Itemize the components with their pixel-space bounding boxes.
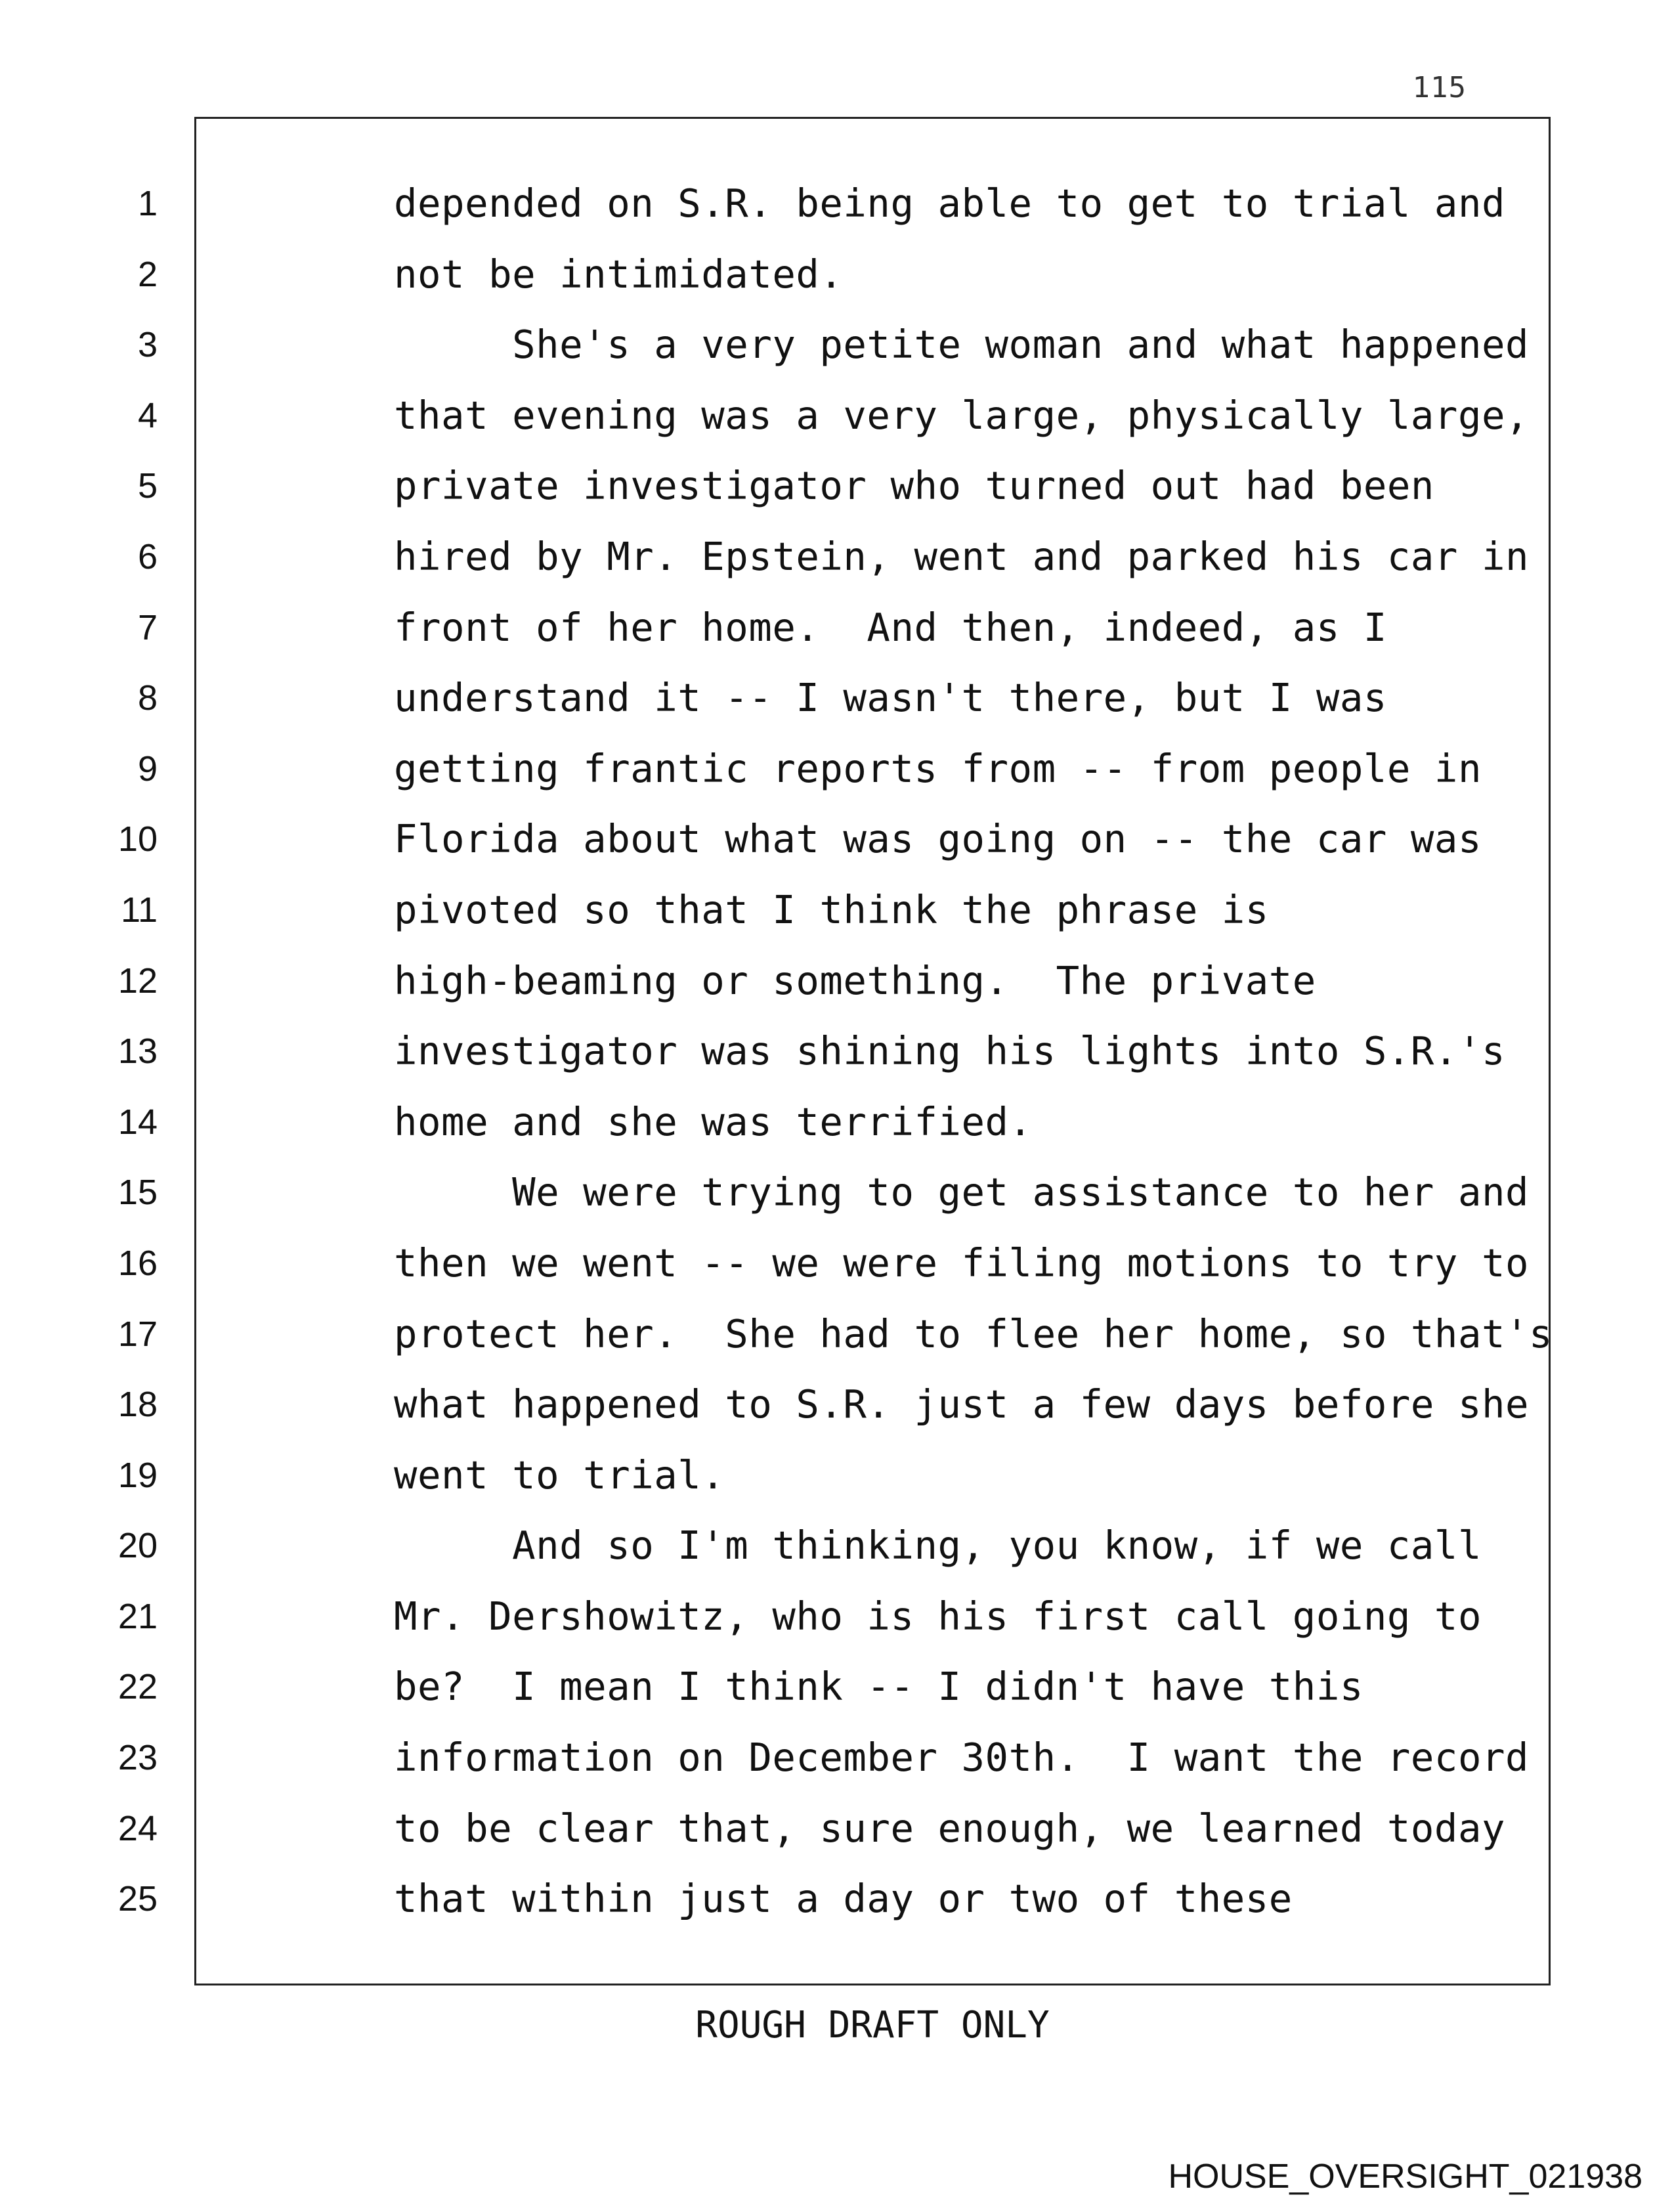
transcript-line: And so I'm thinking, you know, if we call [394,1523,1482,1569]
line-number: 21 [118,1596,158,1636]
line-number: 20 [118,1526,158,1566]
line-number: 4 [137,395,158,435]
transcript-line: Florida about what was going on -- the car was [394,816,1482,862]
line-number: 15 [118,1173,158,1213]
transcript-line: investigator was shining his lights into S.R.'s [394,1028,1505,1074]
transcript-line: pivoted so that I think the phrase is [394,886,1269,932]
transcript-line: Mr. Dershowitz, who is his first call going to [394,1593,1482,1639]
line-number: 13 [118,1031,158,1072]
line-number: 22 [118,1667,158,1707]
line-number: 8 [137,678,158,718]
transcript-line: went to trial. [394,1452,725,1498]
transcript-line: then we went -- we were filing motions to try to [394,1240,1530,1286]
transcript-line: that evening was a very large, physically large, [394,392,1530,438]
line-number: 23 [118,1738,158,1778]
transcript-line: be? I mean I think -- I didn't have this [394,1664,1363,1710]
transcript-line: information on December 30th. I want the record [394,1735,1530,1781]
line-number: 10 [118,819,158,859]
page-number: 115 [1412,71,1467,104]
transcript-line: that within just a day or two of these [394,1876,1293,1922]
line-number: 16 [118,1243,158,1283]
line-number: 19 [118,1455,158,1495]
line-number: 1 [137,184,158,223]
transcript-line: She's a very petite woman and what happened [394,322,1530,368]
transcript-line: protect her. She had to flee her home, so that's [394,1311,1553,1356]
line-number: 3 [137,325,158,365]
transcript-line: front of her home. And then, indeed, as I [394,604,1387,650]
line-number: 5 [137,466,158,506]
line-number: 14 [118,1102,158,1142]
line-number: 6 [137,536,158,576]
transcript-line: getting frantic reports from -- from people in [394,745,1482,791]
transcript-line: depended on S.R. being able to get to trial and [394,181,1505,226]
transcript-line: what happened to S.R. just a few days before she [394,1381,1530,1427]
transcript-line: private investigator who turned out had been [394,463,1434,509]
transcript-line: to be clear that, sure enough, we learned today [394,1805,1505,1851]
line-number: 17 [118,1314,158,1354]
transcript-line: high-beaming or something. The private [394,957,1316,1003]
line-number: 24 [118,1808,158,1848]
transcript-line: We were trying to get assistance to her and [394,1169,1530,1215]
transcript-text [394,181,1553,1949]
line-number: 11 [120,890,158,930]
line-number: 9 [137,748,158,789]
document-id: HOUSE_OVERSIGHT_021938 [1168,2158,1642,2196]
line-number: 7 [137,607,158,647]
transcript-line: understand it -- I wasn't there, but I was [394,675,1387,721]
line-number-column [79,183,158,1949]
line-number: 25 [118,1879,158,1919]
transcript-line: home and she was terrified. [394,1098,1033,1144]
line-number: 12 [118,961,158,1001]
transcript-line: not be intimidated. [394,251,844,297]
line-number: 18 [118,1385,158,1425]
transcript-line: hired by Mr. Epstein, went and parked his car in [394,533,1530,579]
line-number: 2 [137,254,158,294]
rough-draft-label: ROUGH DRAFT ONLY [695,2004,1050,2047]
